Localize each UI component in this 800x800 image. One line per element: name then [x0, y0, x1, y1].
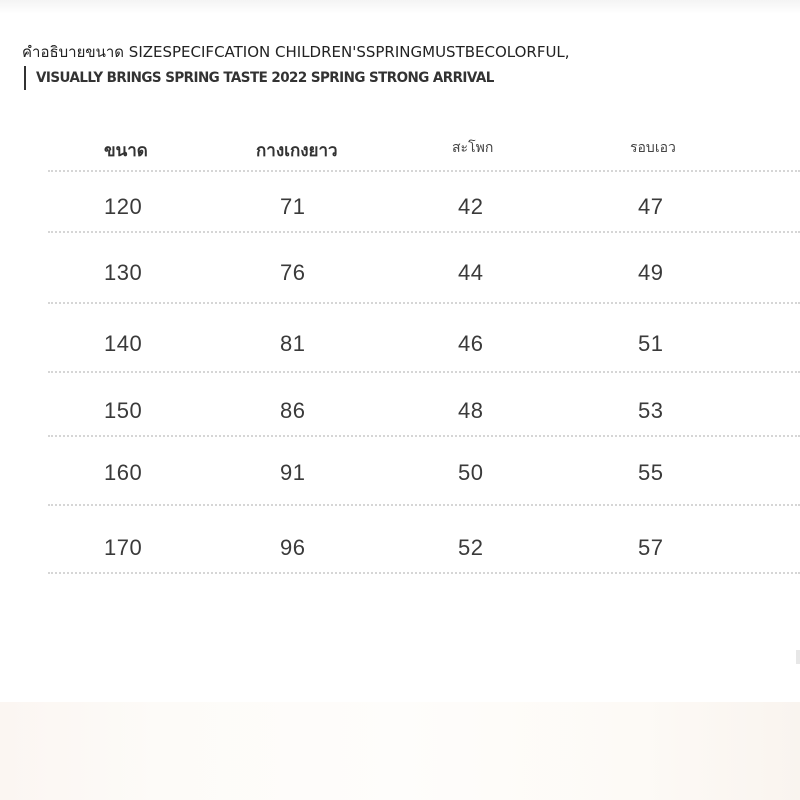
row-divider	[48, 504, 800, 506]
column-header-waist: รอบเอว	[630, 140, 676, 156]
edge-mark	[796, 650, 800, 664]
table-cell-pants-length: 76	[280, 260, 306, 285]
table-cell-pants-length: 91	[280, 460, 306, 485]
column-header-size: ขนาด	[104, 141, 148, 161]
table-cell-size: 170	[104, 535, 143, 560]
table-cell-waist: 53	[638, 398, 664, 423]
table-cell-waist: 51	[638, 331, 664, 356]
bottom-band	[0, 702, 800, 800]
table-cell-hip: 44	[458, 260, 484, 285]
row-divider	[48, 231, 800, 233]
row-divider	[48, 371, 800, 373]
table-cell-hip: 46	[458, 331, 484, 356]
table-cell-size: 120	[104, 194, 143, 219]
row-divider	[48, 572, 800, 574]
row-divider	[48, 302, 800, 304]
table-cell-size: 130	[104, 260, 143, 285]
table-cell-hip: 52	[458, 535, 484, 560]
table-cell-waist: 55	[638, 460, 664, 485]
row-divider	[48, 170, 800, 172]
column-header-pants-length: กางเกงยาว	[256, 141, 338, 161]
size-header-title: คำอธิบายขนาด SIZESPECIFCATION CHILDREN'SSPRINGMUSTBECOLORFUL,	[22, 43, 570, 61]
size-header-subtitle-text: VISUALLY BRINGS SPRING TASTE 2022 SPRING STRONG ARRIVAL	[36, 70, 494, 86]
table-cell-waist: 49	[638, 260, 664, 285]
table-cell-waist: 47	[638, 194, 664, 219]
table-cell-pants-length: 71	[280, 194, 306, 219]
table-cell-hip: 42	[458, 194, 484, 219]
table-cell-hip: 50	[458, 460, 484, 485]
table-cell-size: 150	[104, 398, 143, 423]
table-cell-size: 160	[104, 460, 143, 485]
table-cell-pants-length: 96	[280, 535, 306, 560]
table-cell-pants-length: 86	[280, 398, 306, 423]
table-cell-hip: 48	[458, 398, 484, 423]
row-divider	[48, 435, 800, 437]
table-cell-pants-length: 81	[280, 331, 306, 356]
column-header-hip: สะโพก	[452, 140, 494, 156]
table-cell-size: 140	[104, 331, 143, 356]
table-cell-waist: 57	[638, 535, 664, 560]
